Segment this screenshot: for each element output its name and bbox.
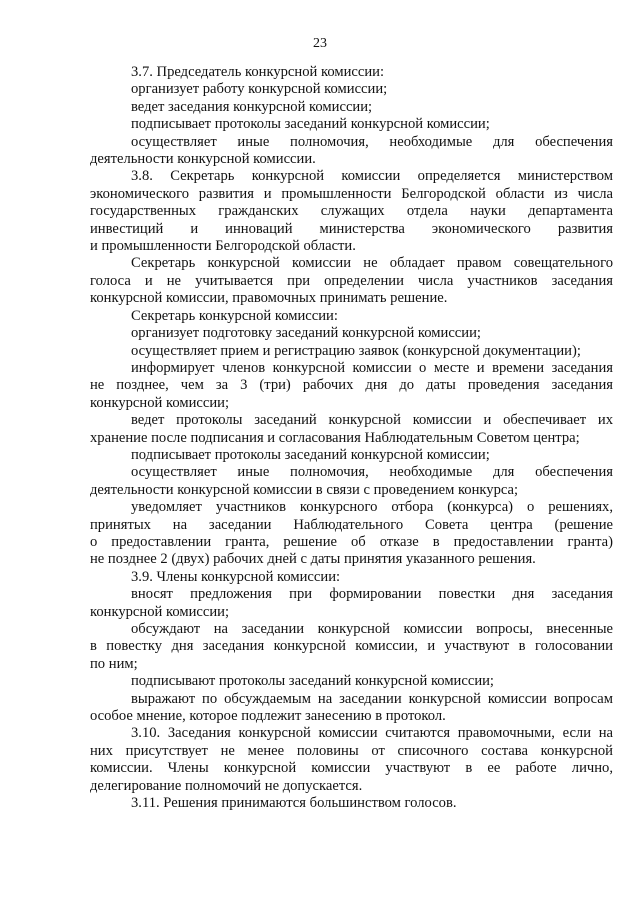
text-line: конкурсной комиссии; <box>90 394 230 411</box>
text-line: 3.11. Решения принимаются большинством голосов. <box>131 795 457 812</box>
text-line: организует работу конкурсной комиссии; <box>131 81 388 98</box>
text-line: выражают по обсуждаемым на заседании конкурсной комиссии вопросам <box>131 690 613 707</box>
text-line: Секретарь конкурсной комиссии: <box>131 307 338 324</box>
text-line: 3.7. Председатель конкурсной комиссии: <box>131 64 385 80</box>
text-line: 3.9. Члены конкурсной комиссии: <box>131 568 341 585</box>
text-line: комиссии. Члены конкурсной комиссии участвуют в ее работе лично, <box>90 760 613 777</box>
text-line: принятых на заседании Наблюдательного Совета центра (решение <box>90 516 613 533</box>
text-line: экономического развития и промышленности Белгородской области из числа <box>90 185 613 202</box>
text-line: обсуждают на заседании конкурсной комиссии вопросы, внесенные <box>131 621 613 637</box>
text-line: ведет протоколы заседаний конкурсной комиссии и обеспечивает их <box>131 412 613 429</box>
page-number: 23 <box>313 36 327 51</box>
text-line: государственных гражданских служащих отдела науки департамента <box>90 203 613 220</box>
text-line: подписывают протоколы заседаний конкурсной комиссии; <box>131 673 494 690</box>
text-line: осуществляет иные полномочия, необходимые для обеспечения <box>131 133 613 150</box>
text-line: уведомляет участников конкурсного отбора (конкурса) о решениях, <box>131 499 613 516</box>
text-line: Секретарь конкурсной комиссии не обладает правом совещательного <box>131 255 613 272</box>
text-line: в повестку дня заседания конкурсной комиссии, и участвуют в голосовании <box>90 638 613 655</box>
text-line: и промышленности Белгородской области. <box>90 238 356 255</box>
text-line: конкурсной комиссии; <box>90 603 230 620</box>
text-line: организует подготовку заседаний конкурсной комиссии; <box>131 325 481 342</box>
text-line: делегирование полномочий не допускается. <box>90 777 363 794</box>
text-line: особое мнение, которое подлежит занесению в протокол. <box>90 708 446 725</box>
text-line: подписывает протоколы заседаний конкурсной комиссии; <box>131 116 490 133</box>
text-line: голоса и не учитывается при определении числа участников заседания <box>90 272 613 289</box>
text-line: о предоставлении гранта, решение об отказе в предоставлении гранта) <box>90 533 613 550</box>
text-line: не позднее, чем за 3 (три) рабочих дня до даты проведения заседания <box>90 377 613 394</box>
text-line: хранение после подписания и согласования Наблюдательным Советом центра; <box>90 429 580 446</box>
text-line: 3.8. Секретарь конкурсной комиссии определяется министерством <box>131 168 613 185</box>
text-line: 3.10. Заседания конкурсной комиссии считаются правомочными, если на <box>131 725 613 742</box>
text-line: вносят предложения при формировании повестки дня заседания <box>131 586 613 603</box>
text-line: конкурсной комиссии, правомочных принимать решение. <box>90 290 448 307</box>
text-line: подписывает протоколы заседаний конкурсной комиссии; <box>131 446 490 463</box>
text-line: не позднее 2 (двух) рабочих дней с даты принятия указанного решения. <box>90 551 536 568</box>
text-line: осуществляет прием и регистрацию заявок (конкурсной документации); <box>131 342 581 359</box>
text-line: деятельности конкурсной комиссии в связи с проведением конкурса; <box>90 481 519 498</box>
text-line: инвестиций и инноваций министерства экономического развития <box>90 220 613 237</box>
text-line: ведет заседания конкурсной комиссии; <box>131 98 373 115</box>
text-line: по ним; <box>90 655 138 672</box>
text-line: осуществляет иные полномочия, необходимые для обеспечения <box>131 464 613 481</box>
text-line: деятельности конкурсной комиссии. <box>90 151 316 168</box>
text-line: них присутствует не менее половины от списочного состава конкурсной <box>90 742 613 759</box>
document-body <box>90 64 613 812</box>
text-line: информирует членов конкурсной комиссии о месте и времени заседания <box>131 359 613 376</box>
